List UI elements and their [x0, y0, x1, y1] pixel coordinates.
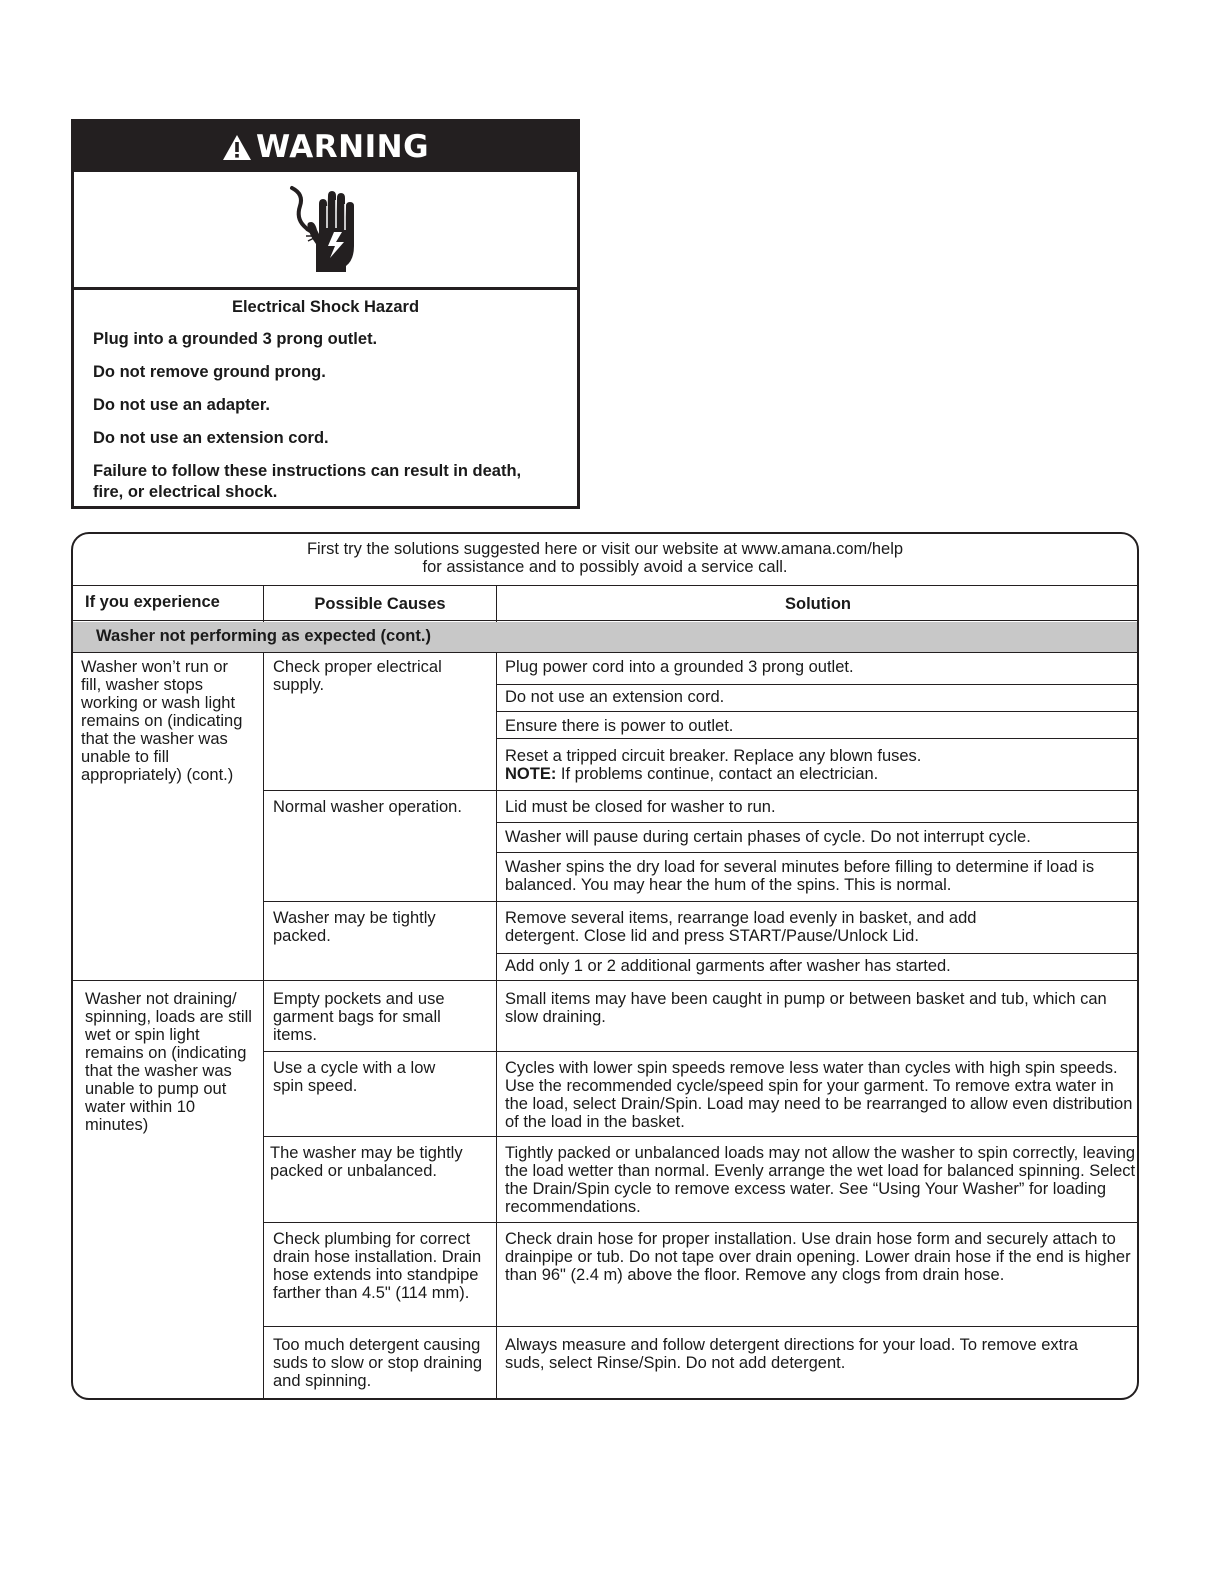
solution-cell: Plug power cord into a grounded 3 prong outlet.	[505, 658, 854, 676]
warning-header	[74, 122, 577, 172]
electrical-shock-hand-icon	[286, 184, 366, 276]
cause-cell: Check proper electrical supply.	[273, 658, 442, 694]
solution-cell: Washer will pause during certain phases of cycle. Do not interrupt cycle.	[505, 828, 1031, 846]
warning-line: Do not remove ground prong.	[93, 363, 326, 381]
warning-line: Do not use an adapter.	[93, 396, 270, 414]
solution-cell: Cycles with lower spin speeds remove less water than cycles with high spin speeds. Use the recommended cycle/speed spin for your garment. To remove extra water in the load, select Drain/Spin. Load may need to be rearranged to allow even distribution of the load in the basket.	[505, 1059, 1133, 1131]
warning-line: Failure to follow these instructions can result in death, fire, or electrical shock.	[93, 462, 522, 501]
divider	[263, 901, 1137, 902]
solution-cell: Small items may have been caught in pump or between basket and tub, which can slow draining.	[505, 990, 1107, 1026]
warning-heading: WARNING	[255, 129, 430, 165]
cause-cell: Normal washer operation.	[273, 798, 462, 816]
cause-cell: Empty pockets and use garment bags for small items.	[273, 990, 445, 1044]
warning-line: Do not use an extension cord.	[93, 429, 329, 447]
cause-cell: The washer may be tightly packed or unbalanced.	[270, 1144, 463, 1180]
solution-cell: Ensure there is power to outlet.	[505, 717, 734, 735]
experience-cell: Washer not draining/ spinning, loads are still wet or spin light remains on (indicating that the washer was unable to pump out water within 10 minutes)	[85, 990, 252, 1134]
solution-cell: Check drain hose for proper installation. Use drain hose form and securely attach to drainpipe or tub. Do not tape over drain opening. Lower drain hose if the end is higher than 96" (2.4 m) above the floor. Remove any clogs from drain hose.	[505, 1230, 1131, 1284]
divider	[73, 620, 1137, 621]
troubleshooting-table	[71, 532, 1139, 1400]
warning-line: Plug into a grounded 3 prong outlet.	[93, 330, 378, 348]
divider	[263, 790, 1137, 791]
divider	[496, 953, 1137, 954]
table-intro	[73, 534, 1137, 586]
solution-cell: Remove several items, rearrange load evenly in basket, and add detergent. Close lid and press START/Pause/Unlock Lid.	[505, 909, 977, 945]
divider	[496, 711, 1137, 712]
divider	[263, 1051, 1137, 1052]
divider	[496, 738, 1137, 739]
divider	[263, 1136, 1137, 1137]
solution-cell: Always measure and follow detergent directions for your load. To remove extra suds, select Rinse/Spin. Do not add detergent.	[505, 1336, 1078, 1372]
intro-line: for assistance and to possibly avoid a service call.	[422, 558, 788, 576]
cause-cell: Washer may be tightly packed.	[273, 909, 436, 945]
header-solution: Solution	[785, 595, 851, 613]
divider	[263, 653, 264, 1400]
divider	[496, 586, 497, 622]
solution-text: Reset a tripped circuit breaker. Replace any blown fuses.	[505, 747, 922, 765]
alert-triangle-icon	[222, 134, 252, 161]
divider	[496, 852, 1137, 853]
warning-pictogram	[74, 172, 577, 290]
note-text: If problems continue, contact an electrician.	[556, 765, 879, 783]
divider	[496, 822, 1137, 823]
cause-cell: Check plumbing for correct drain hose installation. Drain hose extends into standpipe farther than 4.5" (114 mm).	[273, 1230, 482, 1302]
cause-cell: Too much detergent causing suds to slow or stop draining and spinning.	[273, 1336, 483, 1390]
solution-cell	[505, 747, 1135, 783]
warning-title: Electrical Shock Hazard	[231, 298, 420, 316]
header-causes: Possible Causes	[314, 595, 446, 613]
divider	[73, 980, 1137, 981]
solution-note	[505, 765, 1135, 783]
cause-cell: Use a cycle with a low spin speed.	[273, 1059, 436, 1095]
divider	[263, 1222, 1137, 1223]
solution-cell: Washer spins the dry load for several minutes before filling to determine if load is balanced. You may hear the hum of the spins. This is normal.	[505, 858, 1095, 894]
solution-cell: Tightly packed or unbalanced loads may not allow the washer to spin correctly, leaving the load wetter than normal. Evenly arrange the wet load for balanced spinning. Select the Drain/Spin cycle to remove excess water. See “Using Your Washer” for loading recommendations.	[505, 1144, 1136, 1216]
divider	[263, 1326, 1137, 1327]
warning-box	[71, 119, 580, 509]
solution-cell: Do not use an extension cord.	[505, 688, 725, 706]
divider	[496, 653, 497, 1400]
solution-cell: Lid must be closed for washer to run.	[505, 798, 776, 816]
section-heading: Washer not performing as expected (cont.)	[73, 622, 1137, 653]
solution-cell: Add only 1 or 2 additional garments after washer has started.	[505, 957, 951, 975]
note-label: NOTE:	[505, 765, 557, 783]
intro-line: First try the solutions suggested here or visit our website at www.amana.com/help	[306, 540, 904, 558]
header-experience: If you experience	[85, 593, 220, 611]
divider	[496, 684, 1137, 685]
experience-cell: Washer won’t run or fill, washer stops working or wash light remains on (indicating that the washer was unable to fill appropriately) (cont.)	[81, 658, 243, 784]
divider	[263, 586, 264, 622]
